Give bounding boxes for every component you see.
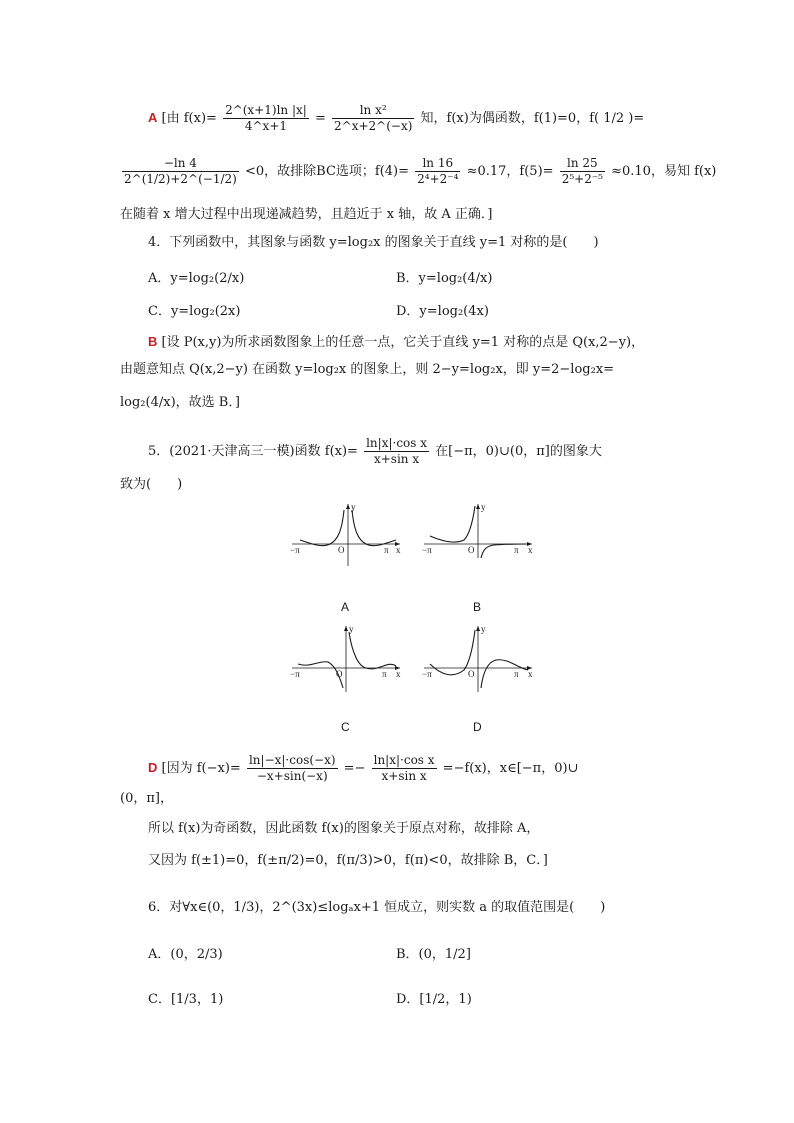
pi-label: π <box>514 669 519 679</box>
question-5-stem: 5．(2021·天津高三一模)函数 f(x)= $\frac{\text{ln|x|·cos x}}{\text{x+sin x}}$ 在[−π，0)∪(0，π]的图象大 <box>148 436 602 466</box>
solution-4-line-1: B [设 P(x,y)为所求函数图象上的任意一点，它关于直线 y=1 对称的点是 Q(x,2−y)， <box>148 334 645 350</box>
pi-label: π <box>514 545 519 555</box>
option-b: B．(0，1/2] <box>396 947 471 962</box>
solution-5-line-2: (0，π]， <box>120 791 173 806</box>
pi-label: π <box>382 669 387 679</box>
axis-x-label: x <box>528 669 533 679</box>
axis-y-label: y <box>349 624 354 634</box>
fraction: $\frac{\ln 25}{\text{2⁵+2⁻⁵}}$ <box>561 156 603 186</box>
option-c: C．y=log₂(2x) <box>148 304 241 319</box>
fraction: $\frac{\text{ln|x|·cos x}}{\text{x+sin x}}$ <box>373 753 435 783</box>
graph-d <box>420 622 536 694</box>
answer-label: D <box>148 760 158 775</box>
axis-y-label: y <box>481 502 486 512</box>
origin-label: O <box>338 545 345 555</box>
pi-label: π <box>384 545 389 555</box>
graph-b <box>420 500 536 560</box>
neg-pi-label: −π <box>290 669 300 679</box>
option-c: C．[1/3，1) <box>148 992 224 1007</box>
solution-5-line-1: D [因为 f(−x)= $\frac{\ln|-x|\cdot\cos(-x)}{-x+\sin(-x)}$ =− $\frac{\text{ln|x|·cos x}}{\text{x+sin x}}$ =−f(x)，x∈[−π，0)∪ <box>148 753 579 783</box>
answer-label: B <box>148 334 158 349</box>
option-d: D．[1/2，1) <box>396 992 472 1007</box>
graph-a-caption: A <box>341 600 350 614</box>
solution-5-line-3: 所以 f(x)为奇函数，因此函数 f(x)的图象关于原点对称，故排除 A， <box>148 821 540 836</box>
axis-y-label: y <box>481 624 486 634</box>
question-5-stem-cont: 致为( ) <box>120 477 183 492</box>
origin-label: O <box>336 669 343 679</box>
fraction: $\frac{\text{ln x²}}{2\^{}x+2\^{}(-x)}$ <box>334 103 413 133</box>
axis-x-label: x <box>396 669 401 679</box>
origin-label: O <box>468 545 475 555</box>
fraction: $\frac{\ln 16}{\text{2⁴+2⁻⁴}}$ <box>417 156 459 186</box>
solution-3-line-3: 在随着 x 增大过程中出现递减趋势，且趋近于 x 轴，故 A 正确．] <box>120 207 493 222</box>
graph-a <box>288 500 404 570</box>
solution-3-line-2: $\frac{-\ln 4}{2\^{}(1/2)+2\^{}(-1/2)}$ <0，故排除BC选项；f(4)= $\frac{\ln 16}{\text{2⁴+2⁻⁴}}$ ≈0.17，f(5)= $\frac{\ln 25}{\text{2⁵+2⁻⁵}}$ ≈0.10，易知 f(x) <box>124 156 717 186</box>
question-6-stem: 6．对∀x∈(0，1/3)，2^(3x)≤logₐx+1 恒成立，则实数 a 的取值范围是( ) <box>148 900 606 915</box>
graph-b-caption: B <box>473 600 482 614</box>
solution-5-line-4: 又因为 f(±1)=0，f(±π/2)=0，f(π/3)>0，f(π)<0，故排除 B，C．] <box>148 853 548 868</box>
axis-y-label: y <box>351 502 356 512</box>
option-a: A．y=log₂(2/x) <box>148 271 245 286</box>
fraction: $\frac{\ln|-x|\cdot\cos(-x)}{-x+\sin(-x)}$ <box>248 753 336 783</box>
option-b: B．y=log₂(4/x) <box>396 271 493 286</box>
origin-label: O <box>468 669 475 679</box>
option-d: D．y=log₂(4x) <box>396 304 489 319</box>
solution-3-line-1: A [由 f(x)= $\frac{2\^{}(x+1)\ln |x|}{4\^{}x+1}$ = $\frac{\text{ln x²}}{2\^{}x+2\^{}(-x)}$ 知，f(x)为偶函数，f(1)=0，f( 1/2 )= <box>148 103 645 133</box>
neg-pi-label: −π <box>290 545 300 555</box>
neg-pi-label: −π <box>422 669 432 679</box>
fraction: $\frac{2\^{}(x+1)\ln |x|}{4\^{}x+1}$ <box>225 103 307 133</box>
neg-pi-label: −π <box>422 545 432 555</box>
question-4-stem: 4．下列函数中，其图象与函数 y=log₂x 的图象关于直线 y=1 对称的是( ) <box>148 235 599 250</box>
option-a: A．(0，2/3) <box>148 947 223 962</box>
fraction: $\frac{\text{ln|x|·cos x}}{\text{x+sin x}}$ <box>366 436 428 466</box>
axis-x-label: x <box>528 545 533 555</box>
solution-4-line-2: 由题意知点 Q(x,2−y) 在函数 y=log₂x 的图象上，则 2−y=log₂x，即 y=2−log₂x= <box>120 362 615 377</box>
fraction: $\frac{-\ln 4}{2\^{}(1/2)+2\^{}(-1/2)}$ <box>124 156 237 186</box>
graph-c-caption: C <box>341 720 350 734</box>
graph-c <box>288 622 404 694</box>
answer-label: A <box>148 110 158 125</box>
graph-d-caption: D <box>473 720 482 734</box>
solution-4-line-3: log₂(4/x)，故选 B．] <box>120 395 240 410</box>
axis-x-label: x <box>396 545 401 555</box>
